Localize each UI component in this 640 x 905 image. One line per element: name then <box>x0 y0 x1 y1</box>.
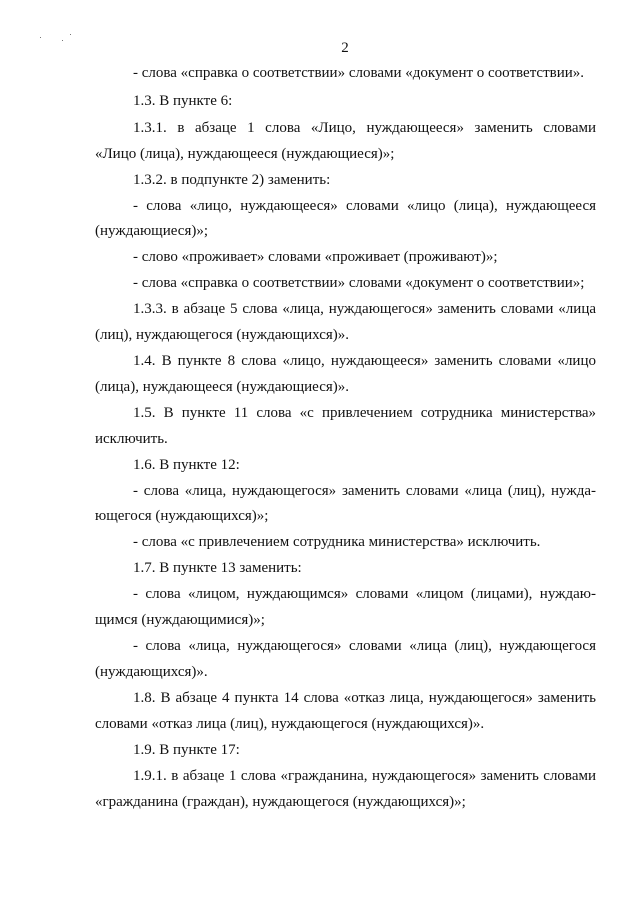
text-line: - слова «справка о соответствии» словами «документ о соответствии». <box>133 65 585 81</box>
text-line: «гражданина (граждан), нуждающегося (нуждающихся)»; <box>95 794 466 810</box>
text-line: - слова «с привлечением сотрудника министерства» исключить. <box>133 534 541 550</box>
text-line: 1.9. В пункте 17: <box>133 742 240 758</box>
text-line: (лиц), нуждающегося (нуждающихся)». <box>95 327 350 343</box>
text-line: - слова «справка о соответствии» словами «документ о соответствии»; <box>133 275 585 291</box>
text-line: - слова «лицом, нуждающимся» словами «лицом (лицами), нуждаю- <box>133 586 596 602</box>
text-line: 1.3.2. в подпункте 2) заменить: <box>133 172 331 188</box>
text-line: 1.7. В пункте 13 заменить: <box>133 560 302 576</box>
text-line: 1.5. В пункте 11 слова «с привлечением сотрудника министерства» <box>133 405 596 421</box>
scan-speck <box>40 37 41 38</box>
text-line: - слова «лица, нуждающегося» заменить словами «лица (лиц), нужда- <box>133 483 596 499</box>
scan-speck <box>70 34 71 35</box>
text-line: - слово «проживает» словами «проживает (проживают)»; <box>133 249 498 265</box>
text-line: 1.9.1. в абзаце 1 слова «гражданина, нуждающегося» заменить словами <box>133 768 596 784</box>
text-line: ющегося (нуждающихся)»; <box>95 508 269 524</box>
text-line: - слова «лица, нуждающегося» словами «лица (лиц), нуждающегося <box>133 638 596 654</box>
text-line: 1.4. В пункте 8 слова «лицо, нуждающееся» заменить словами «лицо <box>133 353 596 369</box>
text-line: (нуждающиеся)»; <box>95 223 209 239</box>
text-line: 1.6. В пункте 12: <box>133 457 240 473</box>
text-line: исключить. <box>95 431 168 447</box>
text-line: словами «отказ лица (лиц), нуждающегося (нуждающихся)». <box>95 716 485 732</box>
text-line: (нуждающихся)». <box>95 664 208 680</box>
text-line: «Лицо (лица), нуждающееся (нуждающиеся)»; <box>95 146 395 162</box>
page-number: 2 <box>341 40 349 56</box>
text-line: 1.3.1. в абзаце 1 слова «Лицо, нуждающееся» заменить словами <box>133 120 596 136</box>
text-line: щимся (нуждающимися)»; <box>95 612 265 628</box>
text-line: 1.8. В абзаце 4 пункта 14 слова «отказ лица, нуждающегося» заменить <box>133 690 596 706</box>
text-line: 1.3. В пункте 6: <box>133 93 233 109</box>
text-line: 1.3.3. в абзаце 5 слова «лица, нуждающегося» заменить словами «лица <box>133 301 596 317</box>
text-line: (лица), нуждающееся (нуждающиеся)». <box>95 379 350 395</box>
text-line: - слова «лицо, нуждающееся» словами «лицо (лица), нуждающееся <box>133 198 596 214</box>
